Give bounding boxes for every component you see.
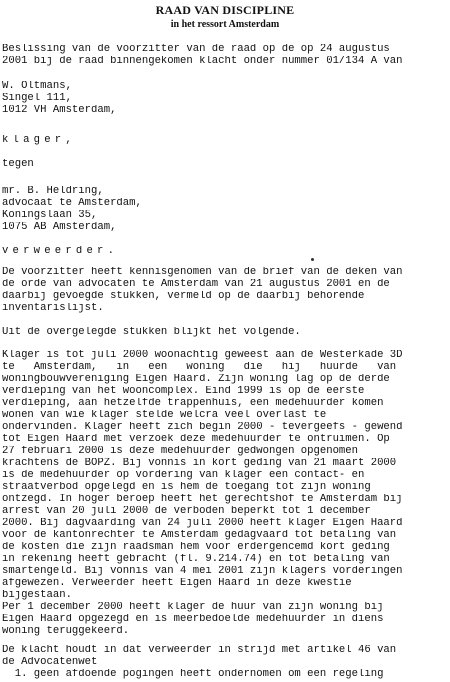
versus-label: tegen [2, 159, 34, 170]
defendant-line: advocaat te Amsterdam, [2, 198, 142, 209]
intro-line: Beslissing van de voorzitter van de raad op de op 24 augustus [2, 44, 390, 55]
speck-mark [311, 258, 314, 261]
intro-line: 2001 bij de raad binnengekomen klacht onder nummer 01/134 A van [2, 56, 403, 67]
complainant-role: klager, [2, 135, 76, 146]
facts-line: straatverbod opgelegd en is hem de toegang tot zijn woning [2, 482, 371, 493]
facts-line: verdieping, aan hetzelfde trappenhuis, een medehuurder komen [2, 398, 384, 409]
defendant-line: mr. B. Heldring, [2, 186, 104, 197]
defendant-line: Koningslaan 35, [2, 210, 98, 221]
defendant-line: 1075 AB Amsterdam, [2, 222, 117, 233]
facts-line: ontzegd. In hoger beroep heeft het gerechtshof te Amsterdam bij [2, 494, 403, 505]
complainant-line: Singel 111, [2, 93, 72, 104]
complaint-line: 1. geen afdoende pogingen heeft ondernomen om een regeling [2, 669, 384, 680]
defendant-role: verweerder. [2, 246, 119, 257]
complaint-line: De klacht houdt in dat verweerder in strijd met artikel 46 van [2, 645, 397, 656]
complainant-line: W. Oltmans, [2, 81, 72, 92]
facts-line: Per 1 december 2000 heeft klager de huur van zijn woning bij [2, 602, 384, 613]
paragraph-line: De voorzitter heeft kennisgenomen van de brief van de deken van [2, 267, 403, 278]
facts-line: woning teruggekeerd. [2, 626, 130, 637]
facts-line: verdieping van het wooncomplex. Eind 1999 is op de eerste [2, 386, 365, 397]
facts-line: afgewezen. Verweerder heeft Eigen Haard in deze kwestie [2, 578, 352, 589]
facts-line: is de medehuurder op vordering van klager een contact- en [2, 470, 365, 481]
facts-line: te Amsterdam, in een woning die hij huurde van [2, 362, 397, 373]
facts-line: 27 februari 2000 is deze medehuurder gedwongen opgenomen [2, 446, 359, 457]
paragraph-line: de orde van advocaten te Amsterdam van 21 augustus 2001 en de [2, 279, 390, 290]
facts-line: smartengeld. Bij vonnis van 4 mei 2001 zijn klagers vorderingen [2, 566, 403, 577]
complainant-line: 1012 VH Amsterdam, [2, 105, 117, 116]
facts-line: arrest van 20 juli 2000 de verboden beperkt tot 1 december [2, 506, 371, 517]
facts-line: woningbouwvereniging Eigen Haard. Zijn woning lag op de derde [2, 374, 390, 385]
council-subtitle: in het ressort Amsterdam [170, 19, 280, 30]
paragraph-line: inventarislijst. [2, 303, 104, 314]
facts-line: krachtens de BOPZ. Bij vonnis in kort geding van 21 maart 2000 [2, 458, 397, 469]
council-title: RAAD VAN DISCIPLINE [155, 3, 295, 17]
facts-line: ondervinden. Klager heeft zich begin 2000 - tevergeefs - gewend [2, 422, 403, 433]
facts-line: Klager is tot juli 2000 woonachtig geweest aan de Westerkade 3D [2, 350, 403, 361]
complaint-line: de Advocatenwet [2, 657, 98, 668]
facts-line: in rekening heeft gebracht (fl. 9.214.74) en tot betaling van [2, 554, 390, 565]
paragraph-line: Uit de overgelegde stukken blijkt het volgende. [2, 327, 301, 338]
facts-line: Eigen Haard opgezegd en is meerbedoelde medehuurder in diens [2, 614, 384, 625]
facts-line: bijgestaan. [2, 590, 72, 601]
facts-line: tot Eigen Haard met verzoek deze medehuurder te ontruimen. Op [2, 434, 390, 445]
facts-line: de kosten die zijn raadsman hem voor erdergencemd kort geding [2, 542, 390, 553]
facts-line: voor de kantonrechter te Amsterdam gedagvaard tot betaling van [2, 530, 397, 541]
paragraph-line: daarbij gevoegde stukken, vermeld op de daarbij behorende [2, 291, 365, 302]
facts-line: 2000. Bij dagvaarding van 24 juli 2000 heeft klager Eigen Haard [2, 518, 403, 529]
facts-line: wonen van wie klager stelde welcra veel overlast te [2, 410, 327, 421]
